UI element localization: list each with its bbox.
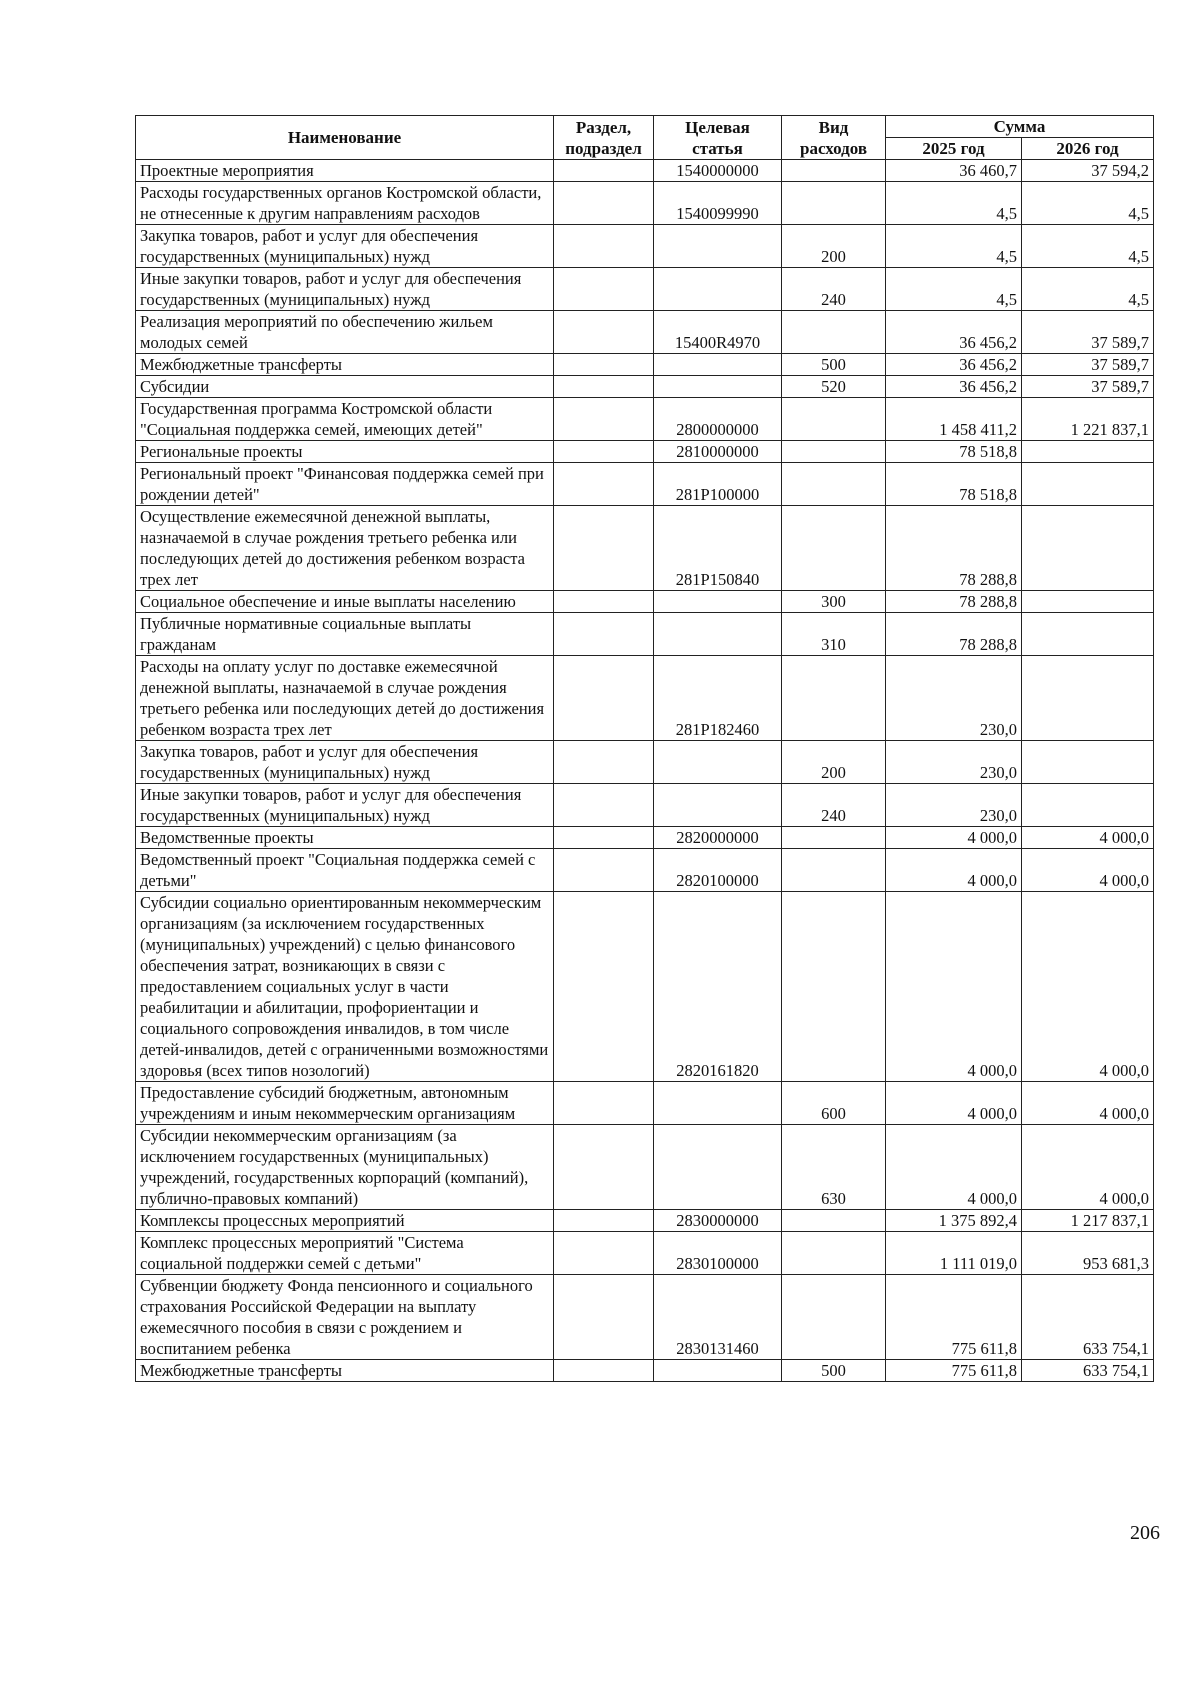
row-name: Комплексы процессных мероприятий [136,1210,554,1232]
row-sum-2026: 4,5 [1022,268,1154,311]
row-sum-2026: 1 221 837,1 [1022,398,1154,441]
row-target-code [654,1125,782,1210]
row-sum-2026: 953 681,3 [1022,1232,1154,1275]
row-section [554,441,654,463]
row-section [554,849,654,892]
row-section [554,354,654,376]
row-section [554,1082,654,1125]
row-sum-2026 [1022,613,1154,656]
table-row [136,1082,1154,1125]
table-row [136,849,1154,892]
row-expense-kind [782,506,886,591]
row-name: Государственная программа Костромской области "Социальная поддержка семей, имеющих детей" [136,398,554,441]
row-name: Комплекс процессных мероприятий "Система социальной поддержки семей с детьми" [136,1232,554,1275]
row-section [554,784,654,827]
row-sum-2026 [1022,784,1154,827]
row-expense-kind: 300 [782,591,886,613]
row-section [554,1210,654,1232]
row-sum-2025: 78 288,8 [886,506,1022,591]
row-name: Ведомственные проекты [136,827,554,849]
row-name: Субсидии [136,376,554,398]
row-sum-2025: 78 518,8 [886,441,1022,463]
budget-table [135,115,1154,1382]
row-section [554,1275,654,1360]
row-name: Проектные мероприятия [136,160,554,182]
table-body [136,160,1154,1382]
row-expense-kind [782,160,886,182]
row-sum-2025: 36 456,2 [886,311,1022,354]
row-target-code: 2830131460 [654,1275,782,1360]
row-name: Субвенции бюджету Фонда пенсионного и социального страхования Российской Федерации на выплату ежемесячного пособия в связи с рождением и воспитанием ребенка [136,1275,554,1360]
row-sum-2026: 4 000,0 [1022,1082,1154,1125]
row-sum-2025: 775 611,8 [886,1275,1022,1360]
table-row [136,1125,1154,1210]
row-target-code: 15400R4970 [654,311,782,354]
table-row [136,1360,1154,1382]
row-sum-2025: 775 611,8 [886,1360,1022,1382]
row-sum-2026: 1 217 837,1 [1022,1210,1154,1232]
row-section [554,892,654,1082]
row-target-code: 2800000000 [654,398,782,441]
row-sum-2026: 4 000,0 [1022,1125,1154,1210]
row-sum-2026: 4 000,0 [1022,892,1154,1082]
row-section [554,398,654,441]
row-section [554,268,654,311]
row-name: Региональные проекты [136,441,554,463]
row-name: Закупка товаров, работ и услуг для обеспечения государственных (муниципальных) нужд [136,225,554,268]
table-row [136,398,1154,441]
row-target-code [654,268,782,311]
row-section [554,827,654,849]
row-section [554,506,654,591]
table-row [136,441,1154,463]
row-sum-2025: 230,0 [886,784,1022,827]
row-sum-2025: 4 000,0 [886,827,1022,849]
row-sum-2026 [1022,656,1154,741]
row-expense-kind [782,892,886,1082]
row-target-code: 2820000000 [654,827,782,849]
row-target-code [654,376,782,398]
table-row [136,1232,1154,1275]
row-expense-kind: 500 [782,354,886,376]
row-expense-kind: 200 [782,741,886,784]
row-sum-2025: 1 111 019,0 [886,1232,1022,1275]
row-expense-kind [782,849,886,892]
table-row [136,463,1154,506]
table-row [136,591,1154,613]
row-target-code [654,225,782,268]
row-sum-2025: 1 375 892,4 [886,1210,1022,1232]
row-name: Расходы государственных органов Костромской области, не отнесенные к другим направлениям расходов [136,182,554,225]
row-sum-2025: 4 000,0 [886,849,1022,892]
header-year-2025: 2025 год [886,138,1022,160]
row-sum-2025: 230,0 [886,741,1022,784]
row-target-code [654,1360,782,1382]
row-sum-2025: 36 456,2 [886,354,1022,376]
row-target-code: 2820161820 [654,892,782,1082]
row-section [554,1360,654,1382]
row-sum-2025: 78 288,8 [886,591,1022,613]
row-target-code [654,591,782,613]
row-section [554,591,654,613]
row-expense-kind [782,1210,886,1232]
table-row [136,741,1154,784]
row-expense-kind [782,463,886,506]
row-target-code: 2830000000 [654,1210,782,1232]
row-name: Осуществление ежемесячной денежной выплаты, назначаемой в случае рождения третьего ребенка или последующих детей до достижения ребенком возраста трех лет [136,506,554,591]
page-number: 206 [1130,1522,1160,1544]
row-sum-2026 [1022,441,1154,463]
row-name: Межбюджетные трансферты [136,354,554,376]
row-section [554,613,654,656]
row-section [554,182,654,225]
row-target-code: 281P182460 [654,656,782,741]
row-name: Реализация мероприятий по обеспечению жильем молодых семей [136,311,554,354]
table-row [136,311,1154,354]
row-target-code [654,613,782,656]
row-expense-kind [782,1232,886,1275]
table-row [136,613,1154,656]
row-name: Субсидии некоммерческим организациям (за исключением государственных (муниципальных) учреждений, государственных корпораций (компаний), публично-правовых компаний) [136,1125,554,1210]
header-target: Целевая статья [654,116,782,160]
row-target-code: 2820100000 [654,849,782,892]
row-sum-2025: 78 518,8 [886,463,1022,506]
row-sum-2025: 78 288,8 [886,613,1022,656]
row-section [554,741,654,784]
row-target-code [654,1082,782,1125]
table-row [136,784,1154,827]
row-target-code [654,741,782,784]
row-name: Расходы на оплату услуг по доставке ежемесячной денежной выплаты, назначаемой в случае рождения третьего ребенка или последующих детей до достижения ребенком возраста трех лет [136,656,554,741]
row-sum-2026 [1022,506,1154,591]
table-row [136,1275,1154,1360]
row-sum-2026: 4,5 [1022,225,1154,268]
row-section [554,463,654,506]
row-section [554,311,654,354]
table-row [136,225,1154,268]
row-target-code: 281P150840 [654,506,782,591]
table-row [136,376,1154,398]
row-target-code: 1540099990 [654,182,782,225]
header-year-2026: 2026 год [1022,138,1154,160]
row-sum-2026: 37 594,2 [1022,160,1154,182]
row-name: Ведомственный проект "Социальная поддержка семей с детьми" [136,849,554,892]
row-sum-2026: 37 589,7 [1022,311,1154,354]
row-sum-2025: 230,0 [886,656,1022,741]
row-sum-2026: 4,5 [1022,182,1154,225]
row-name: Закупка товаров, работ и услуг для обеспечения государственных (муниципальных) нужд [136,741,554,784]
row-expense-kind: 310 [782,613,886,656]
row-expense-kind [782,441,886,463]
row-target-code [654,354,782,376]
row-expense-kind: 630 [782,1125,886,1210]
row-name: Субсидии социально ориентированным некоммерческим организациям (за исключением государственных (муниципальных) учреждений) с целью финансового обеспечения затрат, возникающих в связи с предоставлением социальных услуг в части реабилитации и абилитации, профориентации и социального сопровождения инвалидов, в том числе детей-инвалидов, детей с ограниченными возможностями здоровья (всех типов нозологий) [136,892,554,1082]
header-sum: Сумма [886,116,1154,138]
row-sum-2025: 36 456,2 [886,376,1022,398]
row-target-code: 281P100000 [654,463,782,506]
row-sum-2025: 4,5 [886,182,1022,225]
row-sum-2026: 37 589,7 [1022,376,1154,398]
header-name: Наименование [136,116,554,160]
row-expense-kind: 200 [782,225,886,268]
table-row [136,268,1154,311]
table-row [136,827,1154,849]
row-sum-2026: 37 589,7 [1022,354,1154,376]
row-sum-2026: 4 000,0 [1022,827,1154,849]
row-section [554,160,654,182]
row-sum-2025: 36 460,7 [886,160,1022,182]
row-section [554,225,654,268]
row-name: Иные закупки товаров, работ и услуг для обеспечения государственных (муниципальных) нужд [136,268,554,311]
row-sum-2025: 4 000,0 [886,1082,1022,1125]
row-expense-kind [782,1275,886,1360]
row-section [554,656,654,741]
row-expense-kind: 240 [782,268,886,311]
row-sum-2025: 4 000,0 [886,892,1022,1082]
row-sum-2026 [1022,463,1154,506]
row-expense-kind: 240 [782,784,886,827]
table-row [136,1210,1154,1232]
table-row [136,506,1154,591]
row-name: Иные закупки товаров, работ и услуг для обеспечения государственных (муниципальных) нужд [136,784,554,827]
row-target-code: 2830100000 [654,1232,782,1275]
row-name: Предоставление субсидий бюджетным, автономным учреждениям и иным некоммерческим организациям [136,1082,554,1125]
row-expense-kind [782,656,886,741]
row-sum-2026: 633 754,1 [1022,1275,1154,1360]
row-name: Социальное обеспечение и иные выплаты населению [136,591,554,613]
row-target-code [654,784,782,827]
row-expense-kind: 600 [782,1082,886,1125]
row-section [554,1232,654,1275]
row-expense-kind [782,311,886,354]
row-name: Межбюджетные трансферты [136,1360,554,1382]
header-kind: Вид расходов [782,116,886,160]
table-row [136,354,1154,376]
row-sum-2025: 1 458 411,2 [886,398,1022,441]
row-section [554,376,654,398]
row-sum-2026: 4 000,0 [1022,849,1154,892]
row-expense-kind [782,182,886,225]
row-expense-kind [782,827,886,849]
row-sum-2025: 4,5 [886,225,1022,268]
row-sum-2026 [1022,591,1154,613]
row-target-code: 2810000000 [654,441,782,463]
table-row [136,182,1154,225]
row-sum-2026: 633 754,1 [1022,1360,1154,1382]
row-expense-kind: 500 [782,1360,886,1382]
row-sum-2025: 4,5 [886,268,1022,311]
table-row [136,656,1154,741]
header-section: Раздел, подраздел [554,116,654,160]
row-expense-kind [782,398,886,441]
row-name: Публичные нормативные социальные выплаты гражданам [136,613,554,656]
row-sum-2026 [1022,741,1154,784]
row-expense-kind: 520 [782,376,886,398]
row-name: Региональный проект "Финансовая поддержка семей при рождении детей" [136,463,554,506]
row-sum-2025: 4 000,0 [886,1125,1022,1210]
row-target-code: 1540000000 [654,160,782,182]
row-section [554,1125,654,1210]
table-row [136,892,1154,1082]
table-row [136,160,1154,182]
